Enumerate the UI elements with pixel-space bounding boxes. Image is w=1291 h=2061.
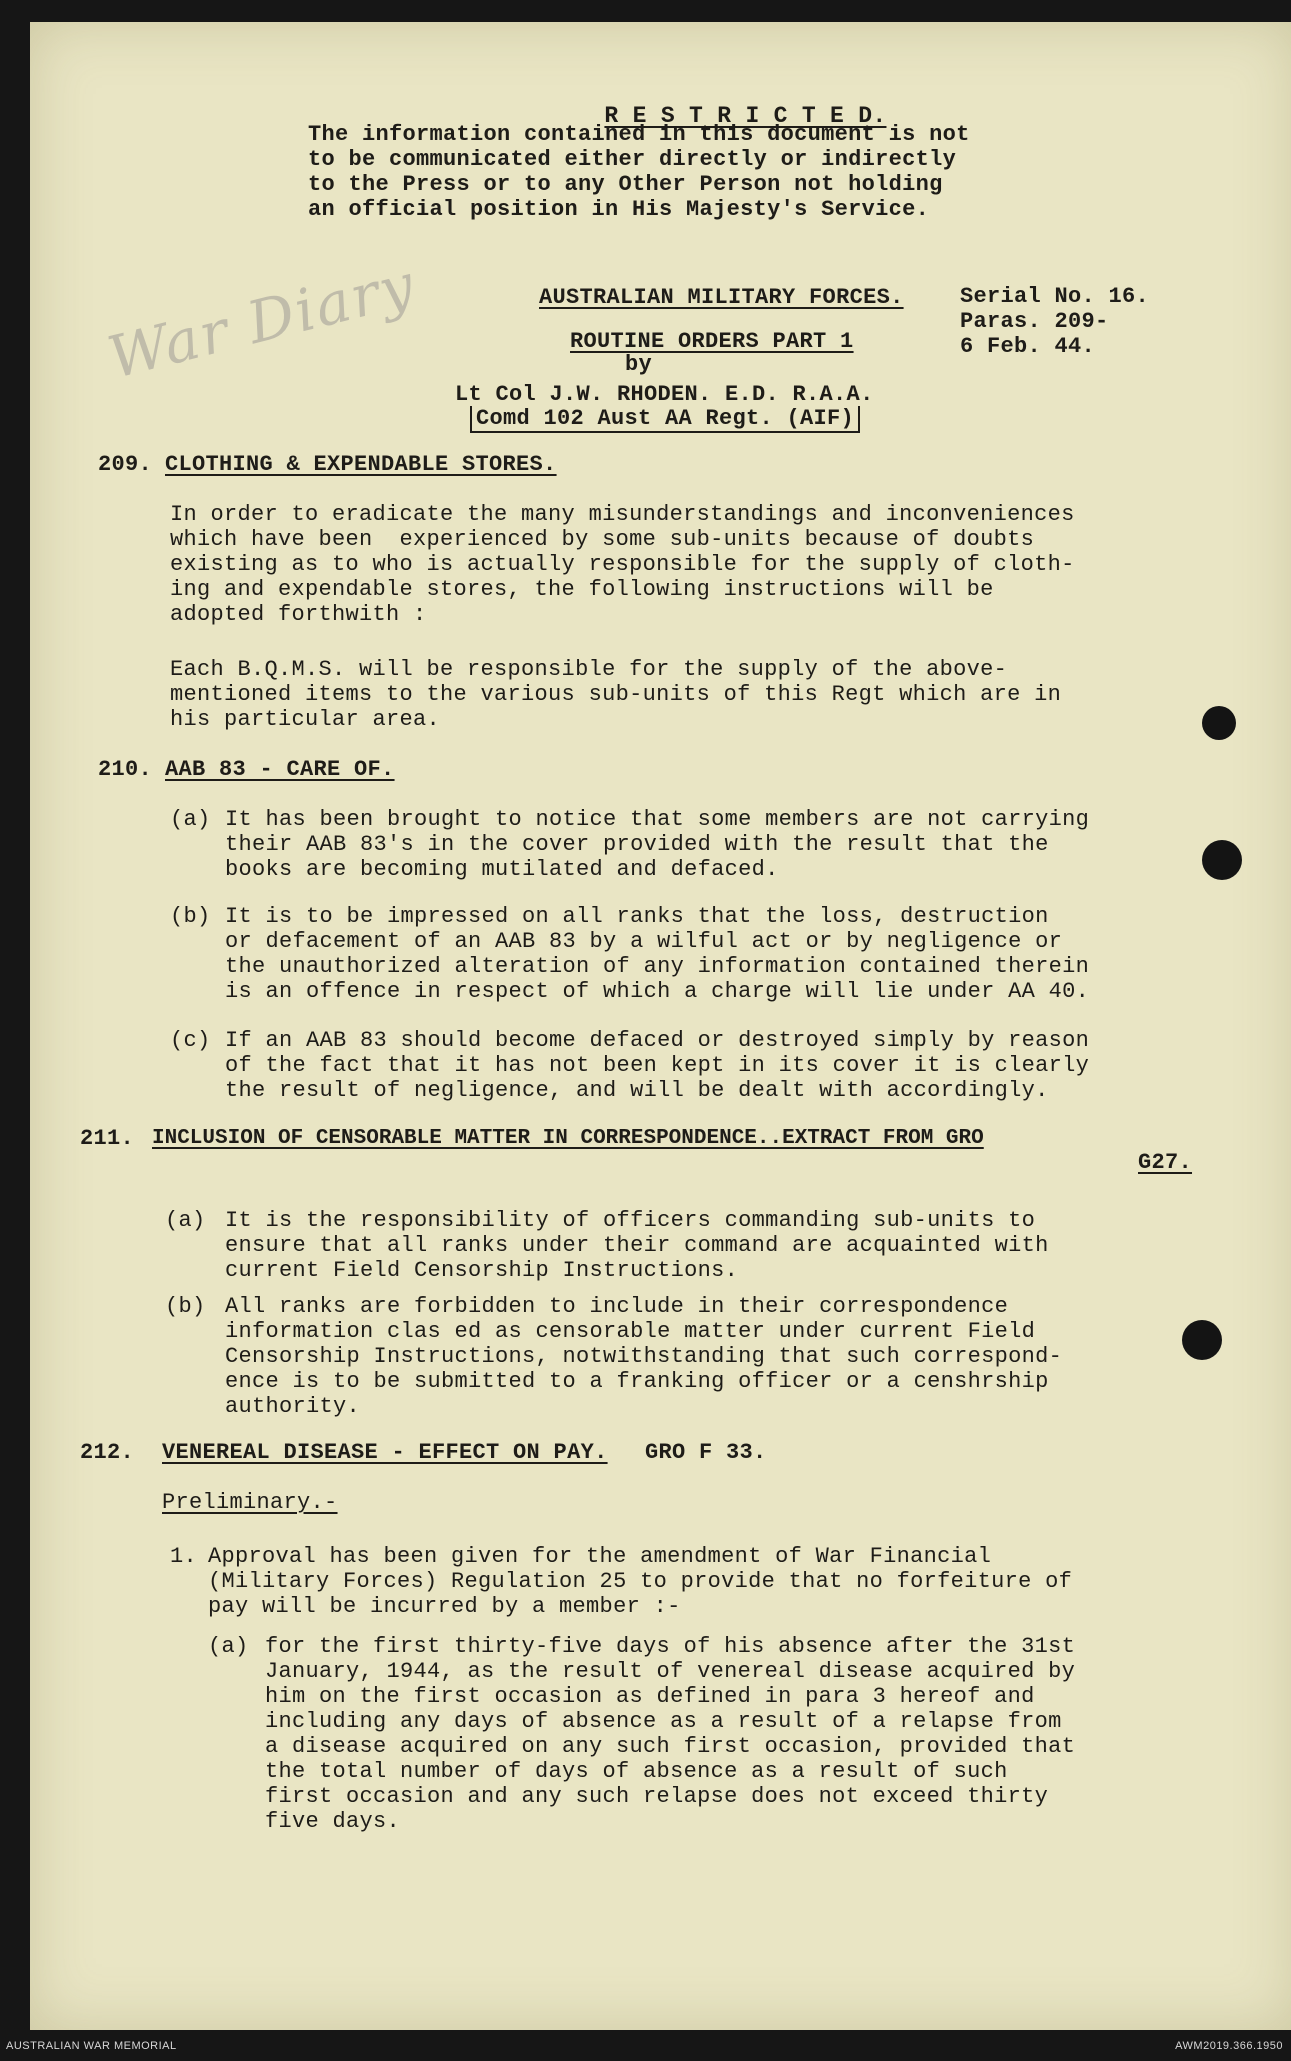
footer-source: AUSTRALIAN WAR MEMORIAL xyxy=(6,2040,177,2052)
body-line: In order to eradicate the many misunderstandings and inconveniences xyxy=(170,502,1075,527)
notice-line: an official position in His Majesty's Service. xyxy=(308,197,930,222)
footer-reference: AWM2019.366.1950 xyxy=(1175,2040,1283,2052)
body-line: first occasion and any such relapse does not exceed thirty xyxy=(265,1784,1049,1809)
para-title-cont: G27. xyxy=(1138,1150,1193,1175)
body-line: ence is to be submitted to a franking officer or a censhrship xyxy=(225,1369,1049,1394)
document-page xyxy=(30,22,1291,2030)
restriction-notice xyxy=(308,122,970,222)
notice-line: to be communicated either directly or indirectly xyxy=(308,147,957,172)
item-body xyxy=(225,807,1089,882)
body-line: him on the first occasion as defined in para 3 hereof and xyxy=(265,1684,1035,1709)
body-line: information clas ed as censorable matter under current Field xyxy=(225,1319,1036,1344)
item-body xyxy=(208,1544,1072,1619)
para-body xyxy=(170,657,1061,732)
body-line: the total number of days of absence as a result of such xyxy=(265,1759,1008,1784)
body-line: pay will be incurred by a member :- xyxy=(208,1594,681,1619)
body-line: Approval has been given for the amendment of War Financial xyxy=(208,1544,992,1569)
body-line: mentioned items to the various sub-units of this Regt which are in xyxy=(170,682,1062,707)
command: Comd 102 Aust AA Regt. (AIF) xyxy=(470,406,860,433)
body-line: the unauthorized alteration of any information contained therein xyxy=(225,954,1090,979)
handwritten-annotation: War Diary xyxy=(101,250,423,392)
item-label: 1. xyxy=(170,1544,198,1569)
para-number: 209. xyxy=(98,452,153,477)
order-date: 6 Feb. 44. xyxy=(960,334,1096,359)
body-line: the result of negligence, and will be dealt with accordingly. xyxy=(225,1078,1049,1103)
punch-hole xyxy=(1202,706,1236,740)
para-number: 211. xyxy=(80,1126,135,1151)
body-line: It has been brought to notice that some members are not carrying xyxy=(225,807,1090,832)
item-body xyxy=(265,1634,1075,1834)
para-title: AAB 83 - CARE OF. xyxy=(165,757,395,782)
body-line: five days. xyxy=(265,1809,401,1834)
para-title: VENEREAL DISEASE - EFFECT ON PAY. xyxy=(162,1440,608,1465)
body-line: his particular area. xyxy=(170,707,441,732)
body-line: a disease acquired on any such first occasion, provided that xyxy=(265,1734,1076,1759)
body-line: If an AAB 83 should become defaced or destroyed simply by reason xyxy=(225,1028,1090,1053)
body-line: (Military Forces) Regulation 25 to provide that no forfeiture of xyxy=(208,1569,1073,1594)
body-line: including any days of absence as a result of a relapse from xyxy=(265,1709,1062,1734)
para-body xyxy=(170,502,1075,627)
body-line: or defacement of an AAB 83 by a wilful act or by negligence or xyxy=(225,929,1063,954)
body-line: which have been experienced by some sub-units because of doubts xyxy=(170,527,1035,552)
body-line: It is the responsibility of officers commanding sub-units to xyxy=(225,1208,1036,1233)
para-ref: GRO F 33. xyxy=(645,1440,767,1465)
body-line: existing as to who is actually responsible for the supply of cloth- xyxy=(170,552,1075,577)
body-line: Each B.Q.M.S. will be responsible for the supply of the above- xyxy=(170,657,1008,682)
body-line: is an offence in respect of which a charge will lie under AA 40. xyxy=(225,979,1090,1004)
item-body xyxy=(225,904,1089,1004)
body-line: January, 1944, as the result of venereal disease acquired by xyxy=(265,1659,1076,1684)
notice-line: to the Press or to any Other Person not holding xyxy=(308,172,943,197)
author: Lt Col J.W. RHODEN. E.D. R.A.A. xyxy=(455,382,874,407)
body-line: adopted forthwith : xyxy=(170,602,427,627)
by-label: by xyxy=(625,352,653,377)
item-label: (a) xyxy=(165,1208,206,1233)
restricted-heading: R E S T R I C T E D. xyxy=(604,103,887,129)
body-line: books are becoming mutilated and defaced. xyxy=(225,857,779,882)
item-label: (a) xyxy=(208,1634,249,1659)
para-title: CLOTHING & EXPENDABLE STORES. xyxy=(165,452,557,477)
orders-title: ROUTINE ORDERS PART 1 xyxy=(570,329,854,354)
body-line: All ranks are forbidden to include in their correspondence xyxy=(225,1294,1009,1319)
notice-line: The information contained in this document is not xyxy=(308,122,970,147)
para-title: INCLUSION OF CENSORABLE MATTER IN CORRESPONDENCE..EXTRACT FROM GRO xyxy=(152,1127,984,1150)
body-line: Censorship Instructions, notwithstanding that such correspond- xyxy=(225,1344,1063,1369)
paras: Paras. 209- xyxy=(960,309,1109,334)
punch-hole xyxy=(1202,840,1242,880)
item-body xyxy=(225,1028,1089,1103)
body-line: ing and expendable stores, the following instructions will be xyxy=(170,577,994,602)
body-line: ensure that all ranks under their command are acquainted with xyxy=(225,1233,1049,1258)
subheading: Preliminary.- xyxy=(162,1490,338,1515)
body-line: their AAB 83's in the cover provided with the result that the xyxy=(225,832,1049,857)
serial-block xyxy=(960,284,1149,359)
item-body xyxy=(225,1294,1062,1419)
archive-footer xyxy=(0,2030,1291,2061)
body-line: for the first thirty-five days of his absence after the 31st xyxy=(265,1634,1076,1659)
force-heading: AUSTRALIAN MILITARY FORCES. xyxy=(539,285,904,310)
item-body xyxy=(225,1208,1049,1283)
item-label: (b) xyxy=(170,904,211,929)
para-number: 212. xyxy=(80,1440,135,1465)
body-line: current Field Censorship Instructions. xyxy=(225,1258,739,1283)
para-number: 210. xyxy=(98,757,153,782)
punch-hole xyxy=(1182,1320,1222,1360)
body-line: It is to be impressed on all ranks that the loss, destruction xyxy=(225,904,1049,929)
item-label: (c) xyxy=(170,1028,211,1053)
body-line: of the fact that it has not been kept in its cover it is clearly xyxy=(225,1053,1090,1078)
item-label: (a) xyxy=(170,807,211,832)
body-line: authority. xyxy=(225,1394,361,1419)
item-label: (b) xyxy=(165,1294,206,1319)
serial-number: Serial No. 16. xyxy=(960,284,1150,309)
